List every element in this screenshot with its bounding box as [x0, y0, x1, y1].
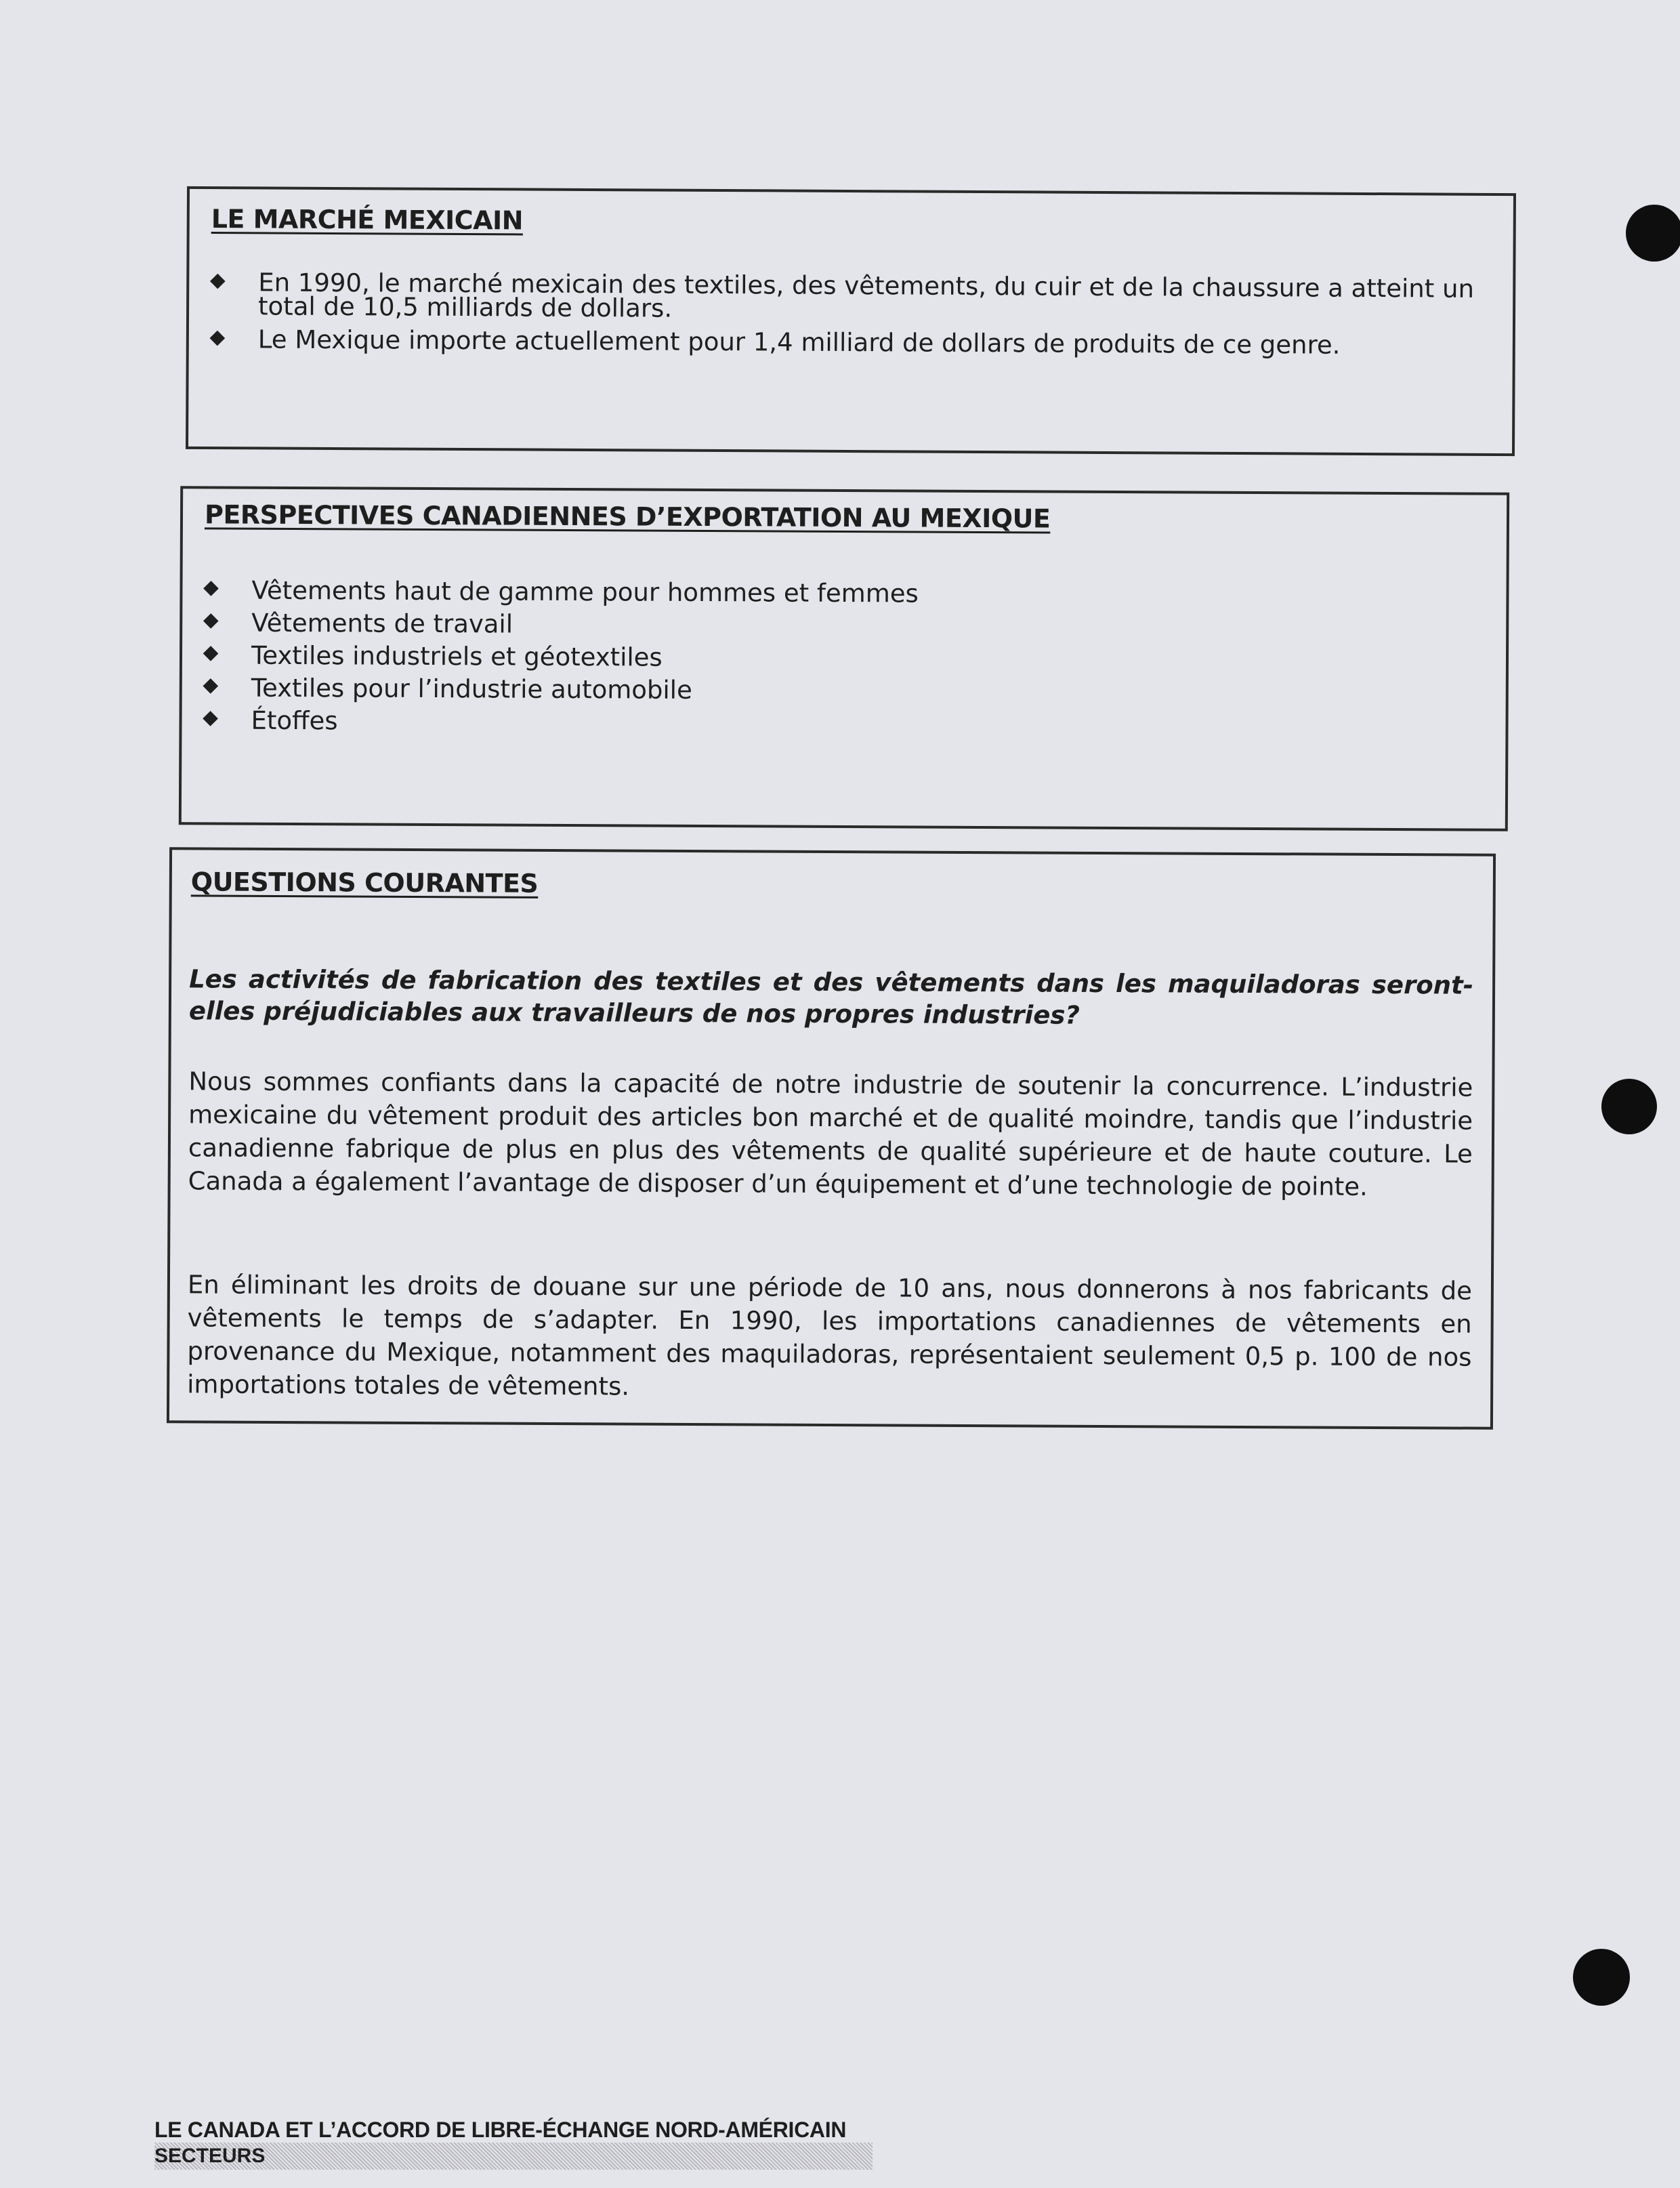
market-heading: LE MARCHÉ MEXICAIN: [211, 204, 524, 236]
market-box: [186, 186, 1516, 456]
list-item: En 1990, le marché mexicain des textiles, des vêtements, du cuir et de la chaussure a atteint un total de 10,5 milliards de dollars.: [204, 270, 1496, 325]
list-item: Textiles industriels et géotextiles: [197, 639, 1490, 678]
diamond-bullet-icon: [210, 331, 226, 346]
punch-hole: [1573, 1949, 1630, 2006]
footer-section-label: SECTEURS: [154, 2145, 266, 2167]
diamond-bullet-icon: [203, 581, 219, 596]
perspectives-box: [179, 486, 1509, 831]
list-item: Étoffes: [196, 704, 1489, 743]
diamond-bullet-icon: [203, 613, 219, 629]
answer-paragraph: Nous sommes confiants dans la capacité de notre industrie de soutenir la concurrence. L’industrie mexicaine du vêtement produit des articles bon marché et de qualité moindre, tandis que l’industrie canadienne fabrique de plus en plus des vêtements de qualité supérieure et de haute couture. Le Canada a également l’avantage de disposer d’un équipement et d’une technologie de pointe.: [188, 1067, 1473, 1201]
answer-paragraph: En éliminant les droits de douane sur une période de 10 ans, nous donnerons à nos fabricants de vêtements le temps de s’adapter. En 1990, les importations canadiennes de vêtements en provenance du Mexique, notamment des maquiladoras, représentaient seulement 0,5 p. 100 de nos importations totales de vêtements.: [187, 1270, 1473, 1401]
punch-hole: [1626, 205, 1680, 262]
footer-section-bar: [154, 2143, 873, 2170]
list-item: Le Mexique importe actuellement pour 1,4 milliard de dollars de produits de ce genre.: [204, 327, 1496, 358]
diamond-bullet-icon: [210, 274, 226, 289]
punch-hole: [1601, 1079, 1657, 1134]
page-footer: [154, 2117, 873, 2170]
footer-title: LE CANADA ET L’ACCORD DE LIBRE-ÉCHANGE NORD-AMÉRICAIN: [154, 2118, 847, 2142]
diamond-bullet-icon: [203, 711, 218, 726]
questions-heading: QUESTIONS COURANTES: [190, 867, 539, 899]
list-item: Vêtements haut de gamme pour hommes et femmes: [197, 574, 1490, 613]
question-text: Les activités de fabrication des textiles et des vêtements dans les maquiladoras seront-elles préjudiciables aux travailleurs de nos propres industries?: [188, 964, 1474, 1030]
market-bullet-list: [204, 270, 1497, 367]
list-item: Vêtements de travail: [197, 606, 1490, 645]
perspectives-bullet-list: [196, 574, 1490, 743]
diamond-bullet-icon: [203, 678, 218, 694]
diamond-bullet-icon: [203, 646, 219, 661]
list-item: Textiles pour l’industrie automobile: [197, 672, 1490, 710]
questions-box: [167, 847, 1496, 1430]
perspectives-heading: PERSPECTIVES CANADIENNES D’EXPORTATION AU MEXIQUE: [204, 499, 1051, 534]
